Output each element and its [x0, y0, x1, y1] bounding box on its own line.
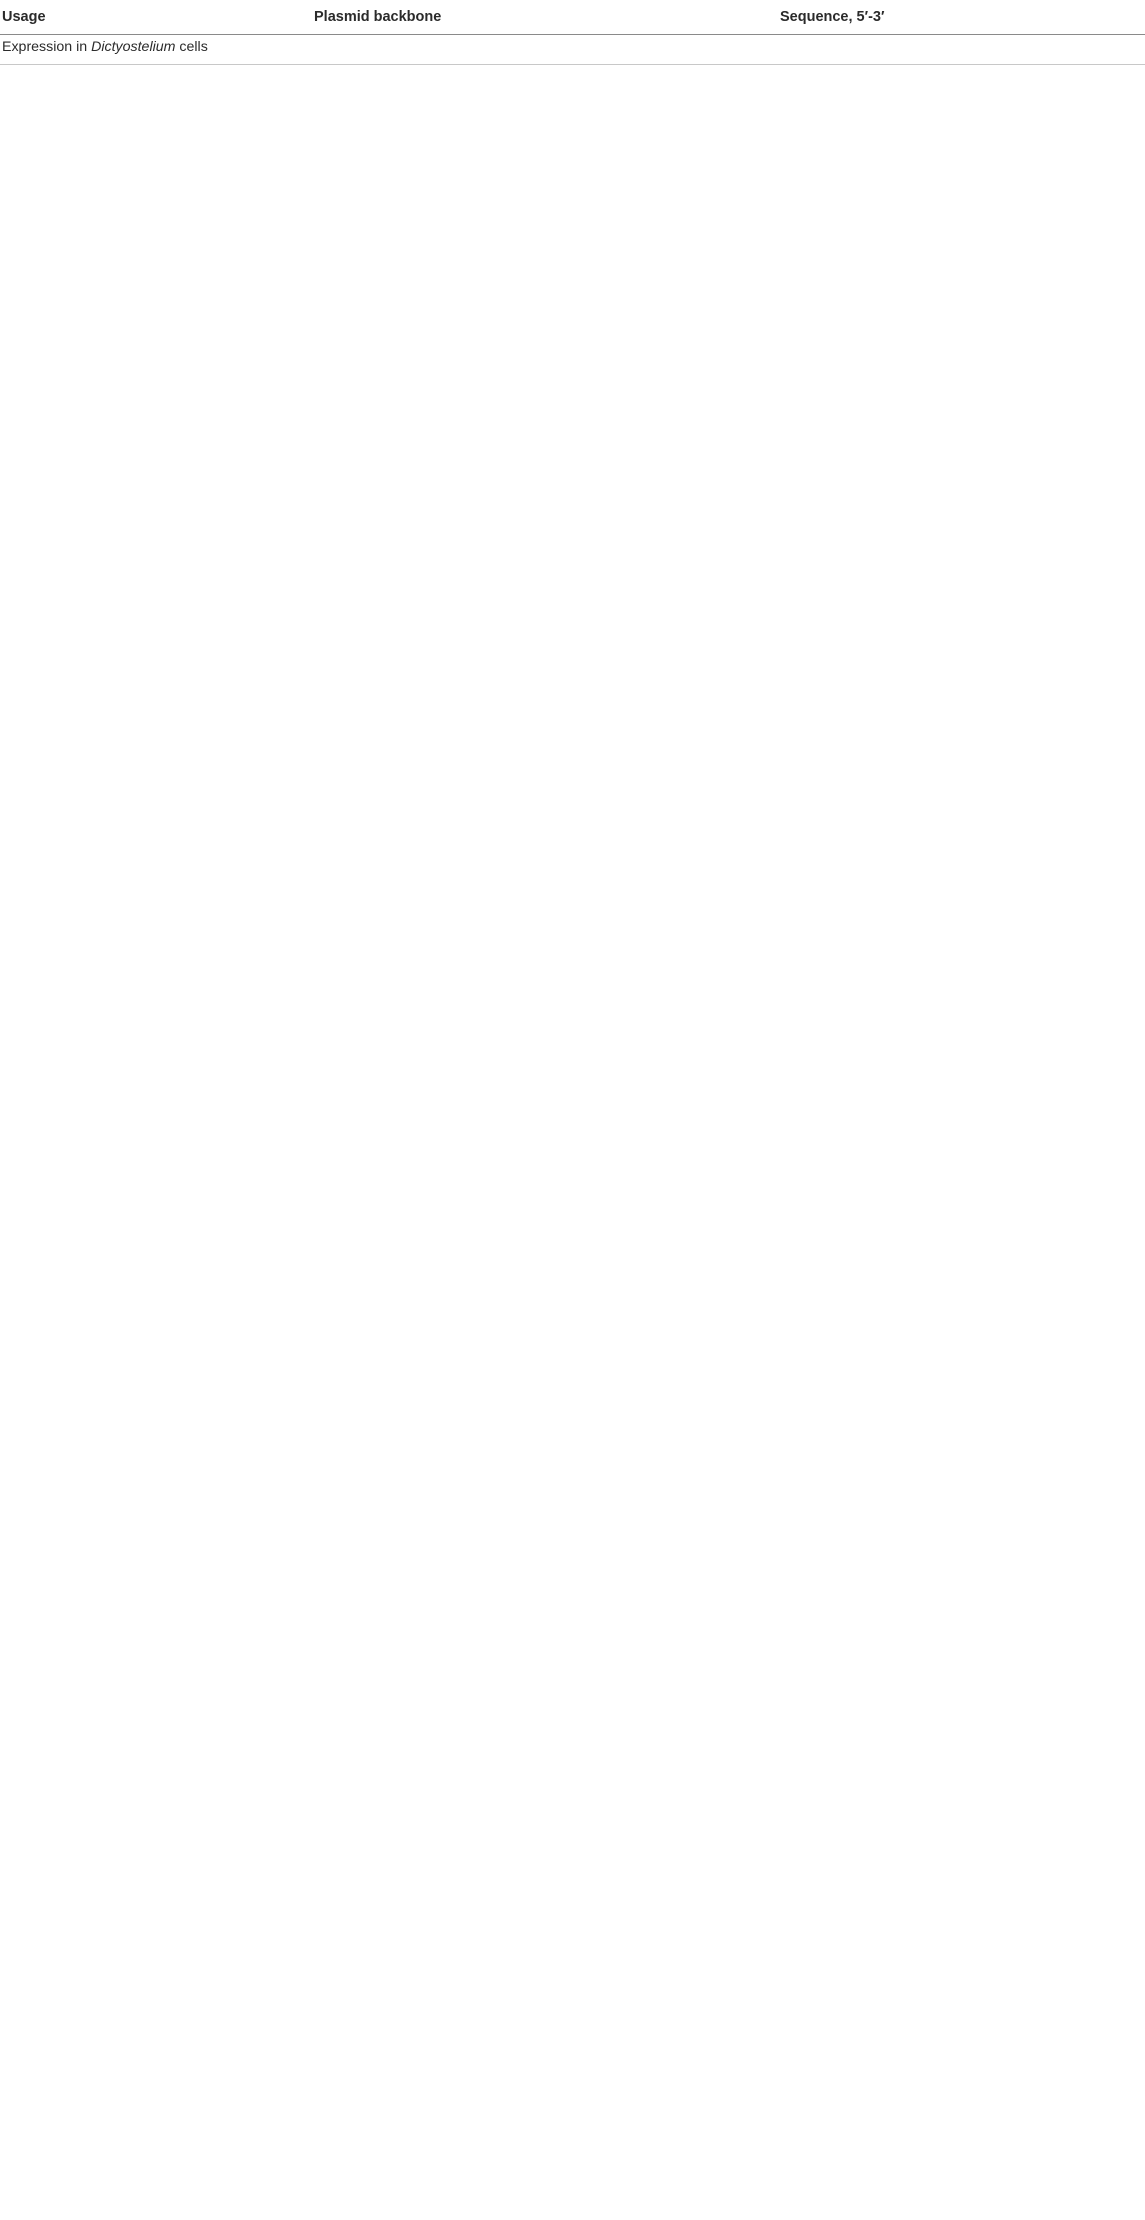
section-title: Expression in Dictyostelium cells: [2, 39, 208, 55]
col-sequence-header: Sequence, 5′-3′: [780, 9, 885, 25]
section-heading: [0, 34, 1145, 65]
col-backbone-header: Plasmid backbone: [314, 9, 442, 25]
col-usage-header: Usage: [2, 9, 46, 25]
table-header: [0, 0, 1145, 35]
section-title-species: Dictyostelium: [91, 39, 176, 55]
